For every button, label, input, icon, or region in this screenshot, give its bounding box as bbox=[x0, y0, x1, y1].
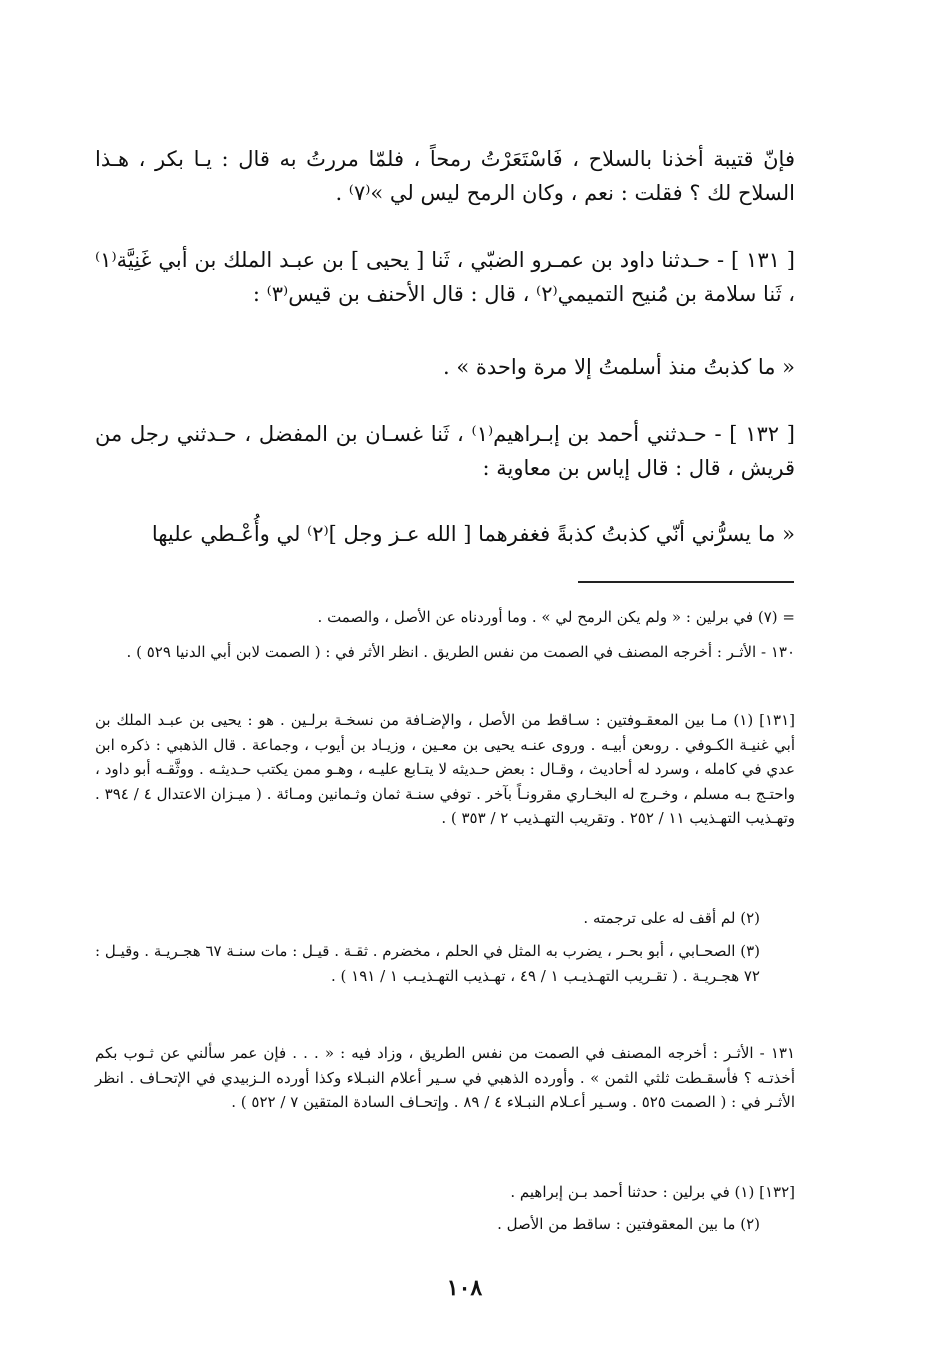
footnote-131-2: (٢) لم أقف له على ترجمته . bbox=[583, 909, 760, 927]
footnote-132-1: [١٣٢] (١) في برلين : حدثنا أحمد بـن إبراهيم . bbox=[510, 1183, 795, 1201]
hadith-132-text: « ما يسرُّني أنّي كذبتُ كذبةً فغفرهما [ الله عـز وجل ]⁽٢⁾ لي وأُعْـطي عليها bbox=[151, 522, 795, 546]
footnote-separator bbox=[578, 581, 794, 583]
hadith-132-chain: [ ١٣٢ ] - حـدثني أحمد بن إبـراهيم⁽١⁾ ، ثَنا غسـان بن المفضل ، حـدثني رجل من قريش ، قال : قال إياس بن معاوية : bbox=[95, 422, 795, 480]
hadith-131-text: « ما كذبتُ منذ أسلمتُ إلا مرة واحدة » . bbox=[443, 355, 795, 379]
footnote-132-2: (٢) ما بين المعقوفتين : ساقط من الأصل . bbox=[497, 1215, 760, 1233]
page-number: ١٠٨ bbox=[446, 1275, 483, 1301]
footnote-7: = (٧) في برلين : « ولم يكن الرمح لي » . وما أوردناه عن الأصل ، والصمت . bbox=[317, 608, 795, 626]
footnote-131-1: [١٣١] (١) مـا بين المعقـوفتين : سـاقط من الأصل ، والإضـافة من نسخـة برلـين . هو : يحيى بن عبـد الملك بن أبي غنيـة الكـوفي . روىعن أبيـه . وروى عنـه يحيى بن معـين ، وزيـاد بن أيوب ، وجماعة . قال الذهبي : ذكره ابن عدي في كامله ، وسرد له أحاديث ، وقـال : بعض حـديثه لا يتـابع عليـه ، وهـو ممن يكتب حـديثـه . ووثَّقـه أبو داود ، واحتـج بـه مسلم ، وخـرج له البخـاري مقرونـاً بآخر . توفي سنـة ثمان وثـمانين ومـائة . ( ميـزان الاعتدال ٤ / ٣٩٤ . وتهـذيب التهـذيب ١١ / ٢٥٢ . وتقريب التهـذيب ٢ / ٣٥٣ ) . bbox=[95, 711, 795, 827]
footnote-131-3: (٣) الصحـابي ، أبو بحـر ، يضرب به المثل في الحلم ، مخضرم . ثقـة . قيـل : مات سنـة ٦٧ هجـريـة . وقيـل : ٧٢ هجـريـة . ( تقـريب التهـذيـب ١ / ٤٩ ، تهـذيب التهـذيـب ١ / ١٩١ ) . bbox=[95, 942, 760, 985]
hadith-131-chain: [ ١٣١ ] - حـدثنا داود بن عمـرو الضبّي ، ثَنا [ يحيى ] بن عبـد الملك بن أبي غَنِيَّة⁽١⁾ ، ثَنا سلامة بن مُنيح التميمي⁽٢⁾ ، قال : قال الأحنف بن قيس⁽٣⁾ : bbox=[95, 248, 795, 306]
main-paragraph-1: فإنّ قتيبة أخذنا بالسلاح ، فَاسْتَعَرْتُ رمحاً ، فلمّا مررتُ به قال : يـا بكر ، هـذا السلاح لك ؟ فقلت : نعم ، وكان الرمح ليس لي »⁽٧⁾ . bbox=[95, 147, 795, 205]
footnote-athar-131: ١٣١ - الأثـر : أخرجه المصنف في الصمت من نفس الطريق ، وزاد فيه : « . . . فإن عمر سألني عن ثـوب بكم أخذتـه ؟ فأسقـطت ثلثي الثمن » . وأورده الذهبي في سـير أعلام النبـلاء وكذا أورده الـزبيدي في الإتحـاف . انظر الأثـر في : ( الصمت ٥٢٥ . وسـير أعـلام النبـلاء ٤ / ٨٩ . وإتحـاف السادة المتقين ٧ / ٥٢٢ ) . bbox=[95, 1044, 795, 1111]
footnote-athar-130: ١٣٠ - الأثـر : أخرجه المصنف في الصمت من نفس الطريق . انظر الأثر في : ( الصمت لابن أبي الدنيا ٥٢٩ ) . bbox=[126, 643, 795, 661]
